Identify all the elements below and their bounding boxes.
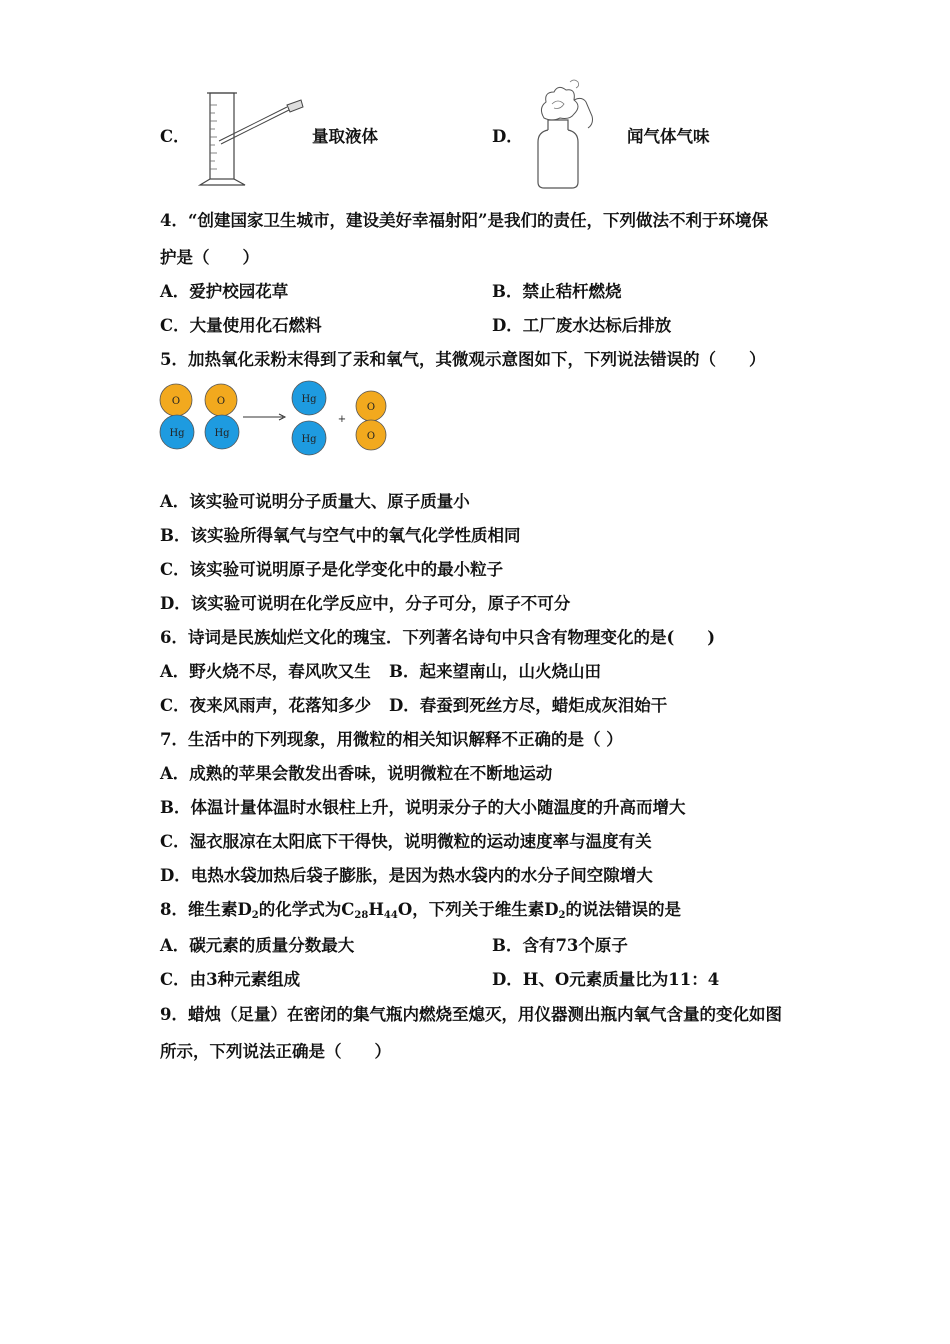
mercury-atom-2 bbox=[292, 421, 326, 455]
mercury-atom-label: Hg bbox=[301, 394, 317, 405]
q6-option-b: B．起来望南山，山火烧山田 bbox=[389, 662, 601, 681]
hgo-molecule-1 bbox=[160, 384, 194, 449]
q8-stem-text: 8．维生素D bbox=[160, 900, 252, 919]
q3-option-d-label: D． bbox=[492, 127, 523, 146]
q8-subscript: 28 bbox=[354, 910, 369, 921]
q6-option-d: D．春蚕到死丝方尽，蜡炬成灰泪始干 bbox=[389, 696, 668, 715]
hgo-molecule-2 bbox=[205, 384, 239, 449]
q3-option-c-text: 量取液体 bbox=[312, 127, 378, 146]
q5-option-c: C．该实验可说明原子是化学变化中的最小粒子 bbox=[160, 560, 504, 579]
q4-option-a: A．爱护校园花草 bbox=[160, 282, 289, 301]
q8-stem-text: H bbox=[368, 900, 384, 919]
q7-option-c: C．湿衣服凉在太阳底下干得快，说明微粒的运动速度率与温度有关 bbox=[160, 832, 652, 851]
q4-option-b: B．禁止秸杆燃烧 bbox=[492, 282, 622, 301]
q4-option-c: C．大量使用化石燃料 bbox=[160, 316, 322, 335]
q7-stem: 7．生活中的下列现象，用微粒的相关知识解释不正确的是（ ） bbox=[160, 730, 623, 749]
oxygen-atom-label: O bbox=[366, 431, 376, 442]
q7-option-b: B．体温计量体温时水银柱上升，说明汞分子的大小随温度的升高而增大 bbox=[160, 798, 686, 817]
mercury-atom-label: Hg bbox=[169, 428, 185, 439]
mercury-oxide-decomposition-diagram bbox=[150, 375, 400, 465]
reaction-arrow bbox=[243, 414, 285, 420]
graduated-cylinder-illustration bbox=[195, 85, 310, 190]
mercury-atom-label: Hg bbox=[214, 428, 230, 439]
q6-option-c: C．夜来风雨声，花落知多少 bbox=[160, 696, 372, 715]
q8-subscript: 2 bbox=[251, 910, 259, 921]
q8-subscript: 44 bbox=[383, 910, 398, 921]
oxygen-molecule bbox=[356, 391, 386, 450]
q3-option-c-label: C． bbox=[160, 127, 190, 146]
q6-stem: 6．诗词是民族灿烂文化的瑰宝．下列著名诗句中只含有物理变化的是( ) bbox=[160, 628, 716, 647]
q4-stem-line1: 4．“创建国家卫生城市，建设美好幸福射阳”是我们的责任，下列做法不利于环境保 bbox=[160, 211, 768, 230]
q8-subscript: 2 bbox=[558, 910, 566, 921]
smelling-gas-illustration bbox=[530, 78, 605, 190]
q5-stem: 5．加热氧化汞粉末得到了汞和氧气，其微观示意图如下，下列说法错误的（ ） bbox=[160, 350, 766, 369]
q9-stem-line1: 9．蜡烛（足量）在密闭的集气瓶内燃烧至熄灭，用仪器测出瓶内氧气含量的变化如图 bbox=[160, 1005, 782, 1024]
q7-option-d: D．电热水袋加热后袋子膨胀，是因为热水袋内的水分子间空隙增大 bbox=[160, 866, 653, 885]
q8-option-b: B．含有73个原子 bbox=[492, 936, 628, 955]
q5-option-d: D．该实验可说明在化学反应中，分子可分，原子不可分 bbox=[160, 594, 571, 613]
q4-stem-line2: 护是（ ） bbox=[160, 248, 259, 267]
oxygen-atom-label: O bbox=[171, 396, 181, 407]
q5-option-b: B．该实验所得氧气与空气中的氧气化学性质相同 bbox=[160, 526, 521, 545]
q8-stem-text: 的化学式为C bbox=[258, 900, 355, 919]
plus-sign: + bbox=[337, 414, 347, 425]
q8-stem bbox=[160, 900, 681, 920]
q8-option-c: C．由3种元素组成 bbox=[160, 970, 301, 989]
q8-option-d: D．H、O元素质量比为11：4 bbox=[492, 970, 720, 989]
q5-option-a: A．该实验可说明分子质量大、原子质量小 bbox=[160, 492, 470, 511]
q8-option-a: A．碳元素的质量分数最大 bbox=[160, 936, 355, 955]
q7-option-a: A．成熟的苹果会散发出香味，说明微粒在不断地运动 bbox=[160, 764, 553, 783]
q9-stem-line2: 所示，下列说法正确是（ ） bbox=[160, 1042, 391, 1061]
q6-option-a: A．野火烧不尽，春风吹又生 bbox=[160, 662, 371, 681]
mercury-atom-1 bbox=[292, 381, 326, 415]
q8-stem-text: O，下列关于维生素D bbox=[397, 900, 559, 919]
oxygen-atom-label: O bbox=[366, 402, 376, 413]
q4-option-d: D．工厂废水达标后排放 bbox=[492, 316, 672, 335]
q8-stem-text: 的说法错误的是 bbox=[565, 900, 681, 919]
oxygen-atom-label: O bbox=[216, 396, 226, 407]
q3-option-d-text: 闻气体气味 bbox=[627, 127, 710, 146]
mercury-atom-label: Hg bbox=[301, 434, 317, 445]
